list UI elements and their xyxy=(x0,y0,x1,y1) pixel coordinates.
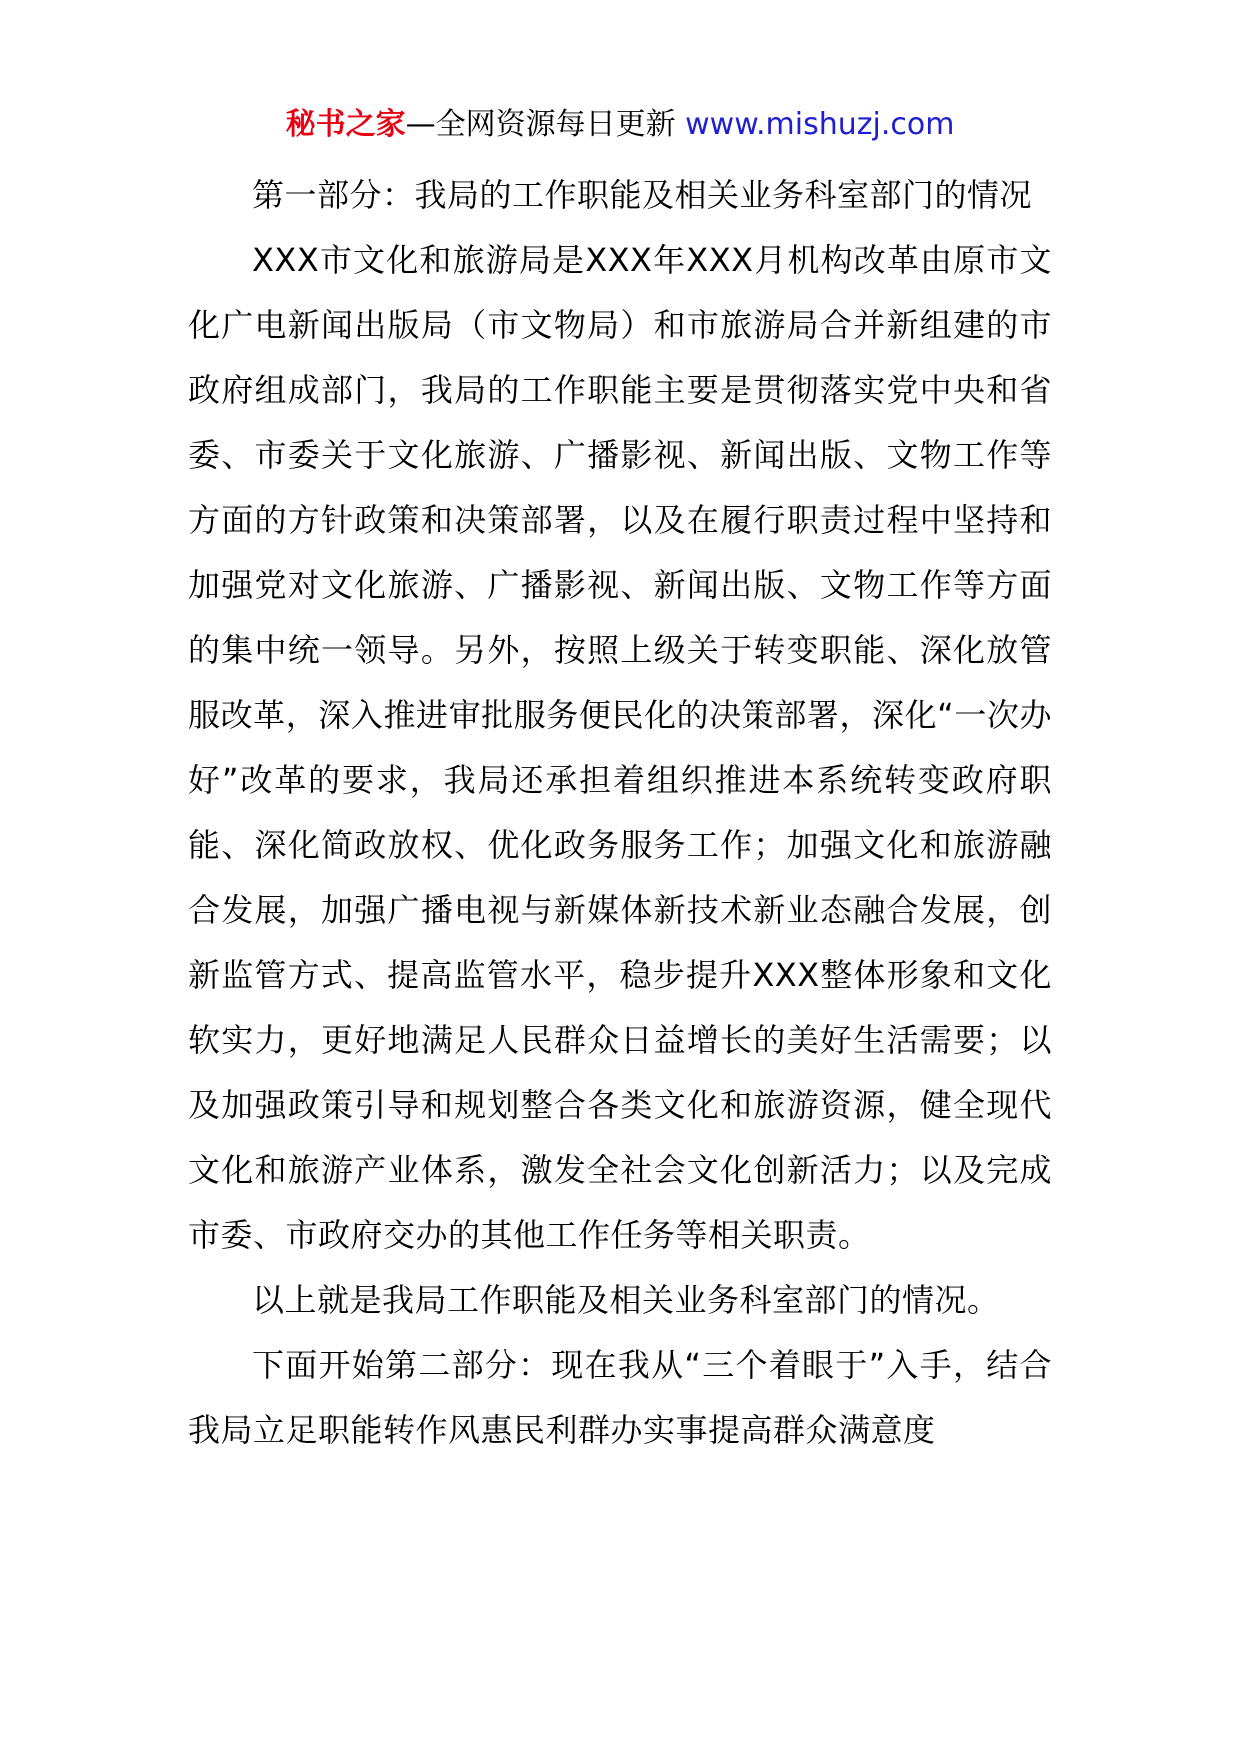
body-paragraph: 以上就是我局工作职能及相关业务科室部门的情况。 xyxy=(252,1281,1000,1319)
body-paragraph: 下面开始第二部分：现在我从“三个着眼于”入手，结合我局立足职能转作风惠民利群办实事提高群众满意度 xyxy=(188,1346,1052,1449)
body-paragraph: XXX市文化和旅游局是XXX年XXX月机构改革由原市文化广电新闻出版局（市文物局）和市旅游局合并新组建的市政府组成部门，我局的工作职能主要是贯彻落实党中央和省委、市委关于文化旅游、广播影视、新闻出版、文物工作等方面的方针政策和决策部署，以及在履行职责过程中坚持和加强党对文化旅游、广播影视、新闻出版、文物工作等方面的集中统一领导。另外，按照上级关于转变职能、深化放管服改革，深入推进审批服务便民化的决策部署，深化“一次办好”改革的要求，我局还承担着组织推进本系统转变政府职能、深化简政放权、优化政务服务工作；加强文化和旅游融合发展，加强广播电视与新媒体新技术新业态融合发展，创新监管方式、提高监管水平，稳步提升XXX整体形象和文化软实力，更好地满足人民群众日益增长的美好生活需要；以及加强政策引导和规划整合各类文化和旅游资源，健全现代文化和旅游产业体系，激发全社会文化创新活力；以及完成市委、市政府交办的其他工作任务等相关职责。 xyxy=(188,241,1052,1254)
document-body xyxy=(188,163,1052,1463)
site-url-link[interactable]: www.mishuzj.com xyxy=(685,107,955,142)
section-heading-paragraph: 第一部分：我局的工作职能及相关业务科室部门的情况 xyxy=(252,176,1033,214)
header-slogan: —全网资源每日更新 xyxy=(405,107,676,142)
brand-name: 秘书之家 xyxy=(285,107,406,142)
site-header xyxy=(0,100,1240,150)
